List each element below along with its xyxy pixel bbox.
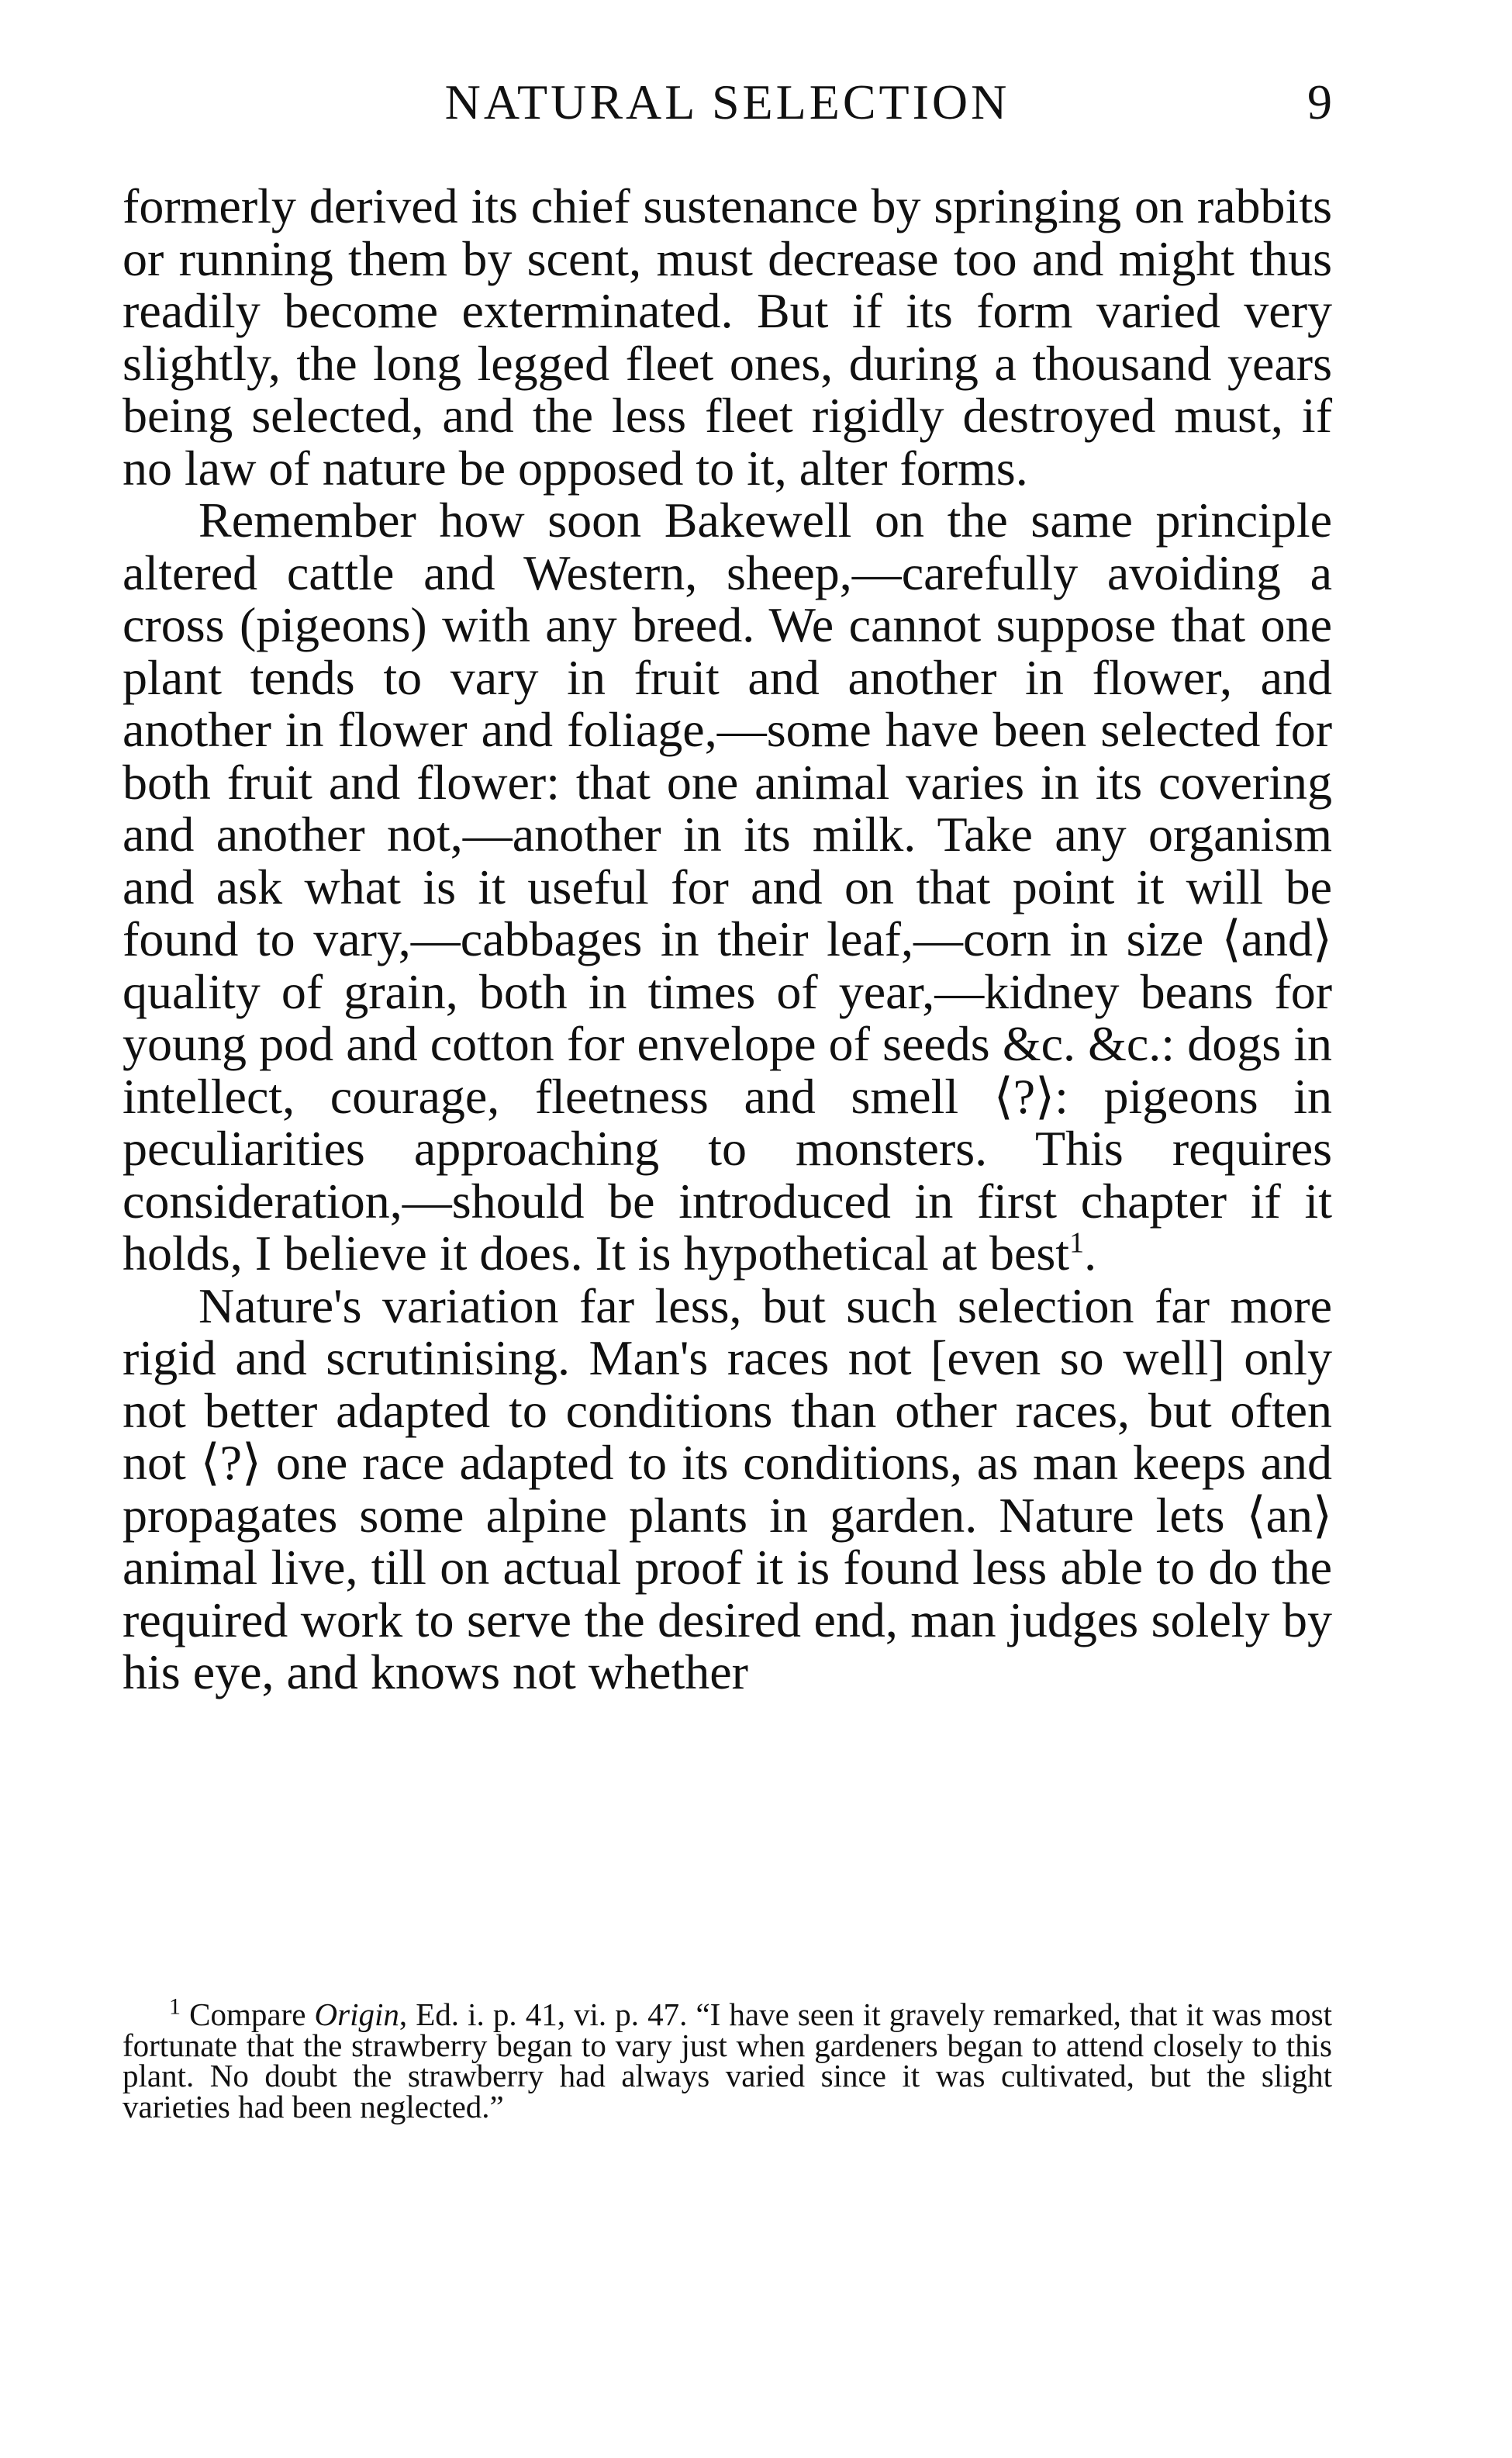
- page-number: 9: [1307, 74, 1332, 130]
- footnote-rest: , Ed. i. p. 41, vi. p. 47. “I have seen it gravely remarked, that it was most fortunate that the strawberry began to vary just when gardeners began to attend closely to this plant. No doubt the strawberry had always varied since it was cultivated, but the slight varieties had been neglected.”: [123, 1996, 1333, 2124]
- footnote-reference[interactable]: 1: [1069, 1226, 1085, 1260]
- footnote-1: [123, 1993, 1333, 2124]
- footnotes: [123, 1993, 1333, 2124]
- paragraph-2-text: Remember how soon Bakewell on the same principle altered cattle and Western, sheep,—carefully avoiding a cross (pigeons) with any breed. We cannot suppose that one plant tends to vary in fruit and another in flower, and another in flower and foliage,—some have been selected for both fruit and flower: that one animal varies in its covering and another not,—another in its milk. Take any organism and ask what is it useful for and on that point it will be found to vary,—cabbages in their leaf,—corn in size ⟨and⟩ quality of grain, both in times of year,—kidney beans for young pod and cotton for envelope of seeds &c. &c.: dogs in intellect, courage, fleetness and smell ⟨?⟩: pigeons in peculiarities approaching to monsters. This requires consideration,—should be introduced in first chapter if it holds, I believe it does. It is hypothetical at best: [123, 493, 1332, 1281]
- running-head: [123, 71, 1332, 133]
- body-text: [123, 180, 1332, 1699]
- footnote-italic-title: Origin: [314, 1996, 399, 2032]
- paragraph-2-tail: .: [1084, 1226, 1097, 1281]
- running-title: NATURAL SELECTION: [444, 74, 1010, 130]
- footnote-lead: Compare: [189, 1996, 315, 2032]
- paragraph-2: [123, 494, 1332, 1280]
- footnote-marker: 1: [169, 1993, 181, 2020]
- paragraph-1: formerly derived its chief sustenance by springing on rabbits or running them by scent, must decrease too and might thus readily become exterminated. But if its form varied very slightly, the long legged fleet ones, during a thousand years being selected, and the less fleet rigidly destroyed must, if no law of nature be opposed to it, alter forms.: [123, 178, 1332, 496]
- paragraph-3: Nature's variation far less, but such selection far more rigid and scrutinising. Man's races not [even so well] only not better adapted to conditions than other races, but often not ⟨?⟩ one race adapted to its conditions, as man keeps and propagates some alpine plants in garden. Nature lets ⟨an⟩ animal live, till on actual proof it is found less able to do the required work to serve the desired end, man judges solely by his eye, and knows not whether: [123, 1277, 1332, 1699]
